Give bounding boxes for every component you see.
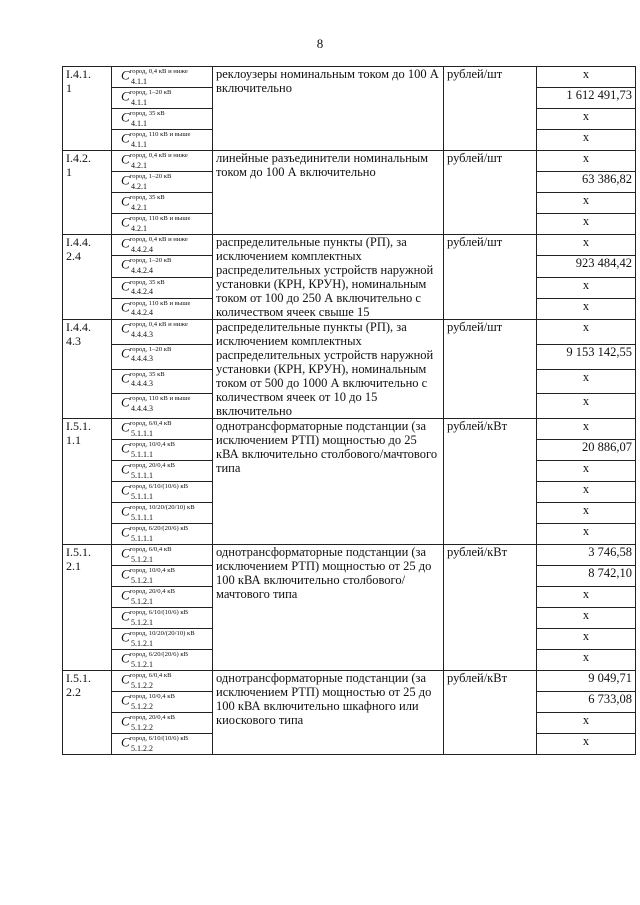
value-cell: [537, 298, 636, 319]
table-row: [63, 67, 636, 88]
value-cell: [537, 671, 636, 692]
coefficient-subscript: 5.1.1.1: [131, 449, 153, 459]
value-cell: [537, 320, 636, 345]
coefficient-subscript: 5.1.2.1: [131, 617, 153, 627]
coefficient-symbol: C: [121, 503, 130, 519]
coefficient-superscript: город, 20/0,4 кВ: [129, 714, 175, 721]
value-text: x: [582, 130, 590, 144]
coefficient-superscript: город, 1–20 кВ: [129, 345, 172, 353]
value-text: x: [582, 214, 590, 228]
coefficient-superscript: город, 10/0,4 кВ: [129, 567, 175, 574]
coefficient-label: [112, 298, 213, 319]
coefficient-symbol: C: [121, 67, 130, 83]
coefficient-symbol: C: [121, 172, 130, 188]
coefficient-symbol: C: [121, 587, 130, 603]
value-text: x: [582, 67, 590, 81]
coefficient-superscript: город, 20/0,4 кВ: [129, 462, 175, 469]
value-text: x: [582, 524, 590, 538]
coefficient-subscript: 5.1.2.2: [131, 680, 153, 690]
coefficient-superscript: город, 6/20/(20/6) кВ: [129, 651, 189, 658]
unit-label: рублей/кВт: [444, 545, 537, 671]
value-cell: [537, 67, 636, 88]
coefficient-symbol: C: [121, 235, 130, 251]
value-text: 1 612 491,73: [566, 88, 632, 102]
value-text: 20 886,07: [582, 440, 632, 454]
value-cell: [537, 461, 636, 482]
coefficient-superscript: город, 6/10/(10/6) кВ: [129, 483, 189, 490]
coefficient-label: [112, 440, 213, 461]
item-description: линейные разъединители номинальным током до 100 А включительно: [213, 151, 444, 235]
value-cell: [537, 629, 636, 650]
coefficient-symbol: C: [121, 671, 130, 687]
value-text: 63 386,82: [582, 172, 632, 186]
coefficient-superscript: город, 0,4 кВ и ниже: [129, 236, 188, 243]
coefficient-superscript: город, 1–20 кВ: [129, 257, 172, 265]
coefficient-subscript: 4.4.2.4: [131, 265, 153, 275]
coefficient-symbol: C: [121, 88, 130, 104]
coefficient-superscript: город, 110 кВ и выше: [129, 131, 191, 138]
value-cell: [537, 587, 636, 608]
coefficient-symbol: C: [121, 692, 130, 708]
coefficient-superscript: город, 35 кВ: [129, 194, 165, 201]
coefficient-subscript: 4.4.4.3: [131, 403, 153, 413]
coefficient-symbol: C: [121, 394, 130, 410]
coefficient-superscript: город, 6/0,4 кВ: [129, 420, 172, 427]
item-description: распределительные пункты (РП), за исключением комплектных распределительных устройств наружной установки (КРН, КРУН), номинальным током от 500 до 1000 А включительно с количеством ячеек от 10 до 15 включительно: [213, 320, 444, 419]
coefficient-symbol: C: [121, 524, 130, 540]
unit-label: рублей/кВт: [444, 671, 537, 755]
coefficient-label: [112, 503, 213, 524]
value-text: x: [582, 503, 590, 517]
value-cell: [537, 151, 636, 172]
coefficient-label: [112, 172, 213, 193]
coefficient-superscript: город, 6/10/(10/6) кВ: [129, 609, 189, 616]
coefficient-subscript: 5.1.2.1: [131, 575, 153, 585]
coefficient-label: [112, 524, 213, 545]
coefficient-label: [112, 369, 213, 394]
unit-label: рублей/шт: [444, 67, 537, 151]
item-code: I.4.4. 4.3: [63, 320, 112, 419]
value-text: x: [582, 193, 590, 207]
coefficient-subscript: 4.1.1: [131, 139, 147, 149]
value-cell: [537, 650, 636, 671]
table-row: [63, 419, 636, 440]
coefficient-symbol: C: [121, 566, 130, 582]
coefficient-symbol: C: [121, 320, 130, 336]
coefficient-symbol: C: [121, 713, 130, 729]
value-cell: [537, 88, 636, 109]
coefficient-superscript: город, 0,4 кВ и ниже: [129, 152, 188, 159]
value-cell: [537, 419, 636, 440]
coefficient-symbol: C: [121, 109, 130, 125]
coefficient-symbol: C: [121, 278, 130, 294]
coefficient-label: [112, 320, 213, 345]
item-description: распределительные пункты (РП), за исключением комплектных распределительных устройств наружной установки (КРН, КРУН), номинальным током от 100 до 250 А включительно с количеством ячеек свыше 15: [213, 235, 444, 320]
unit-label: рублей/шт: [444, 151, 537, 235]
tariff-table: [62, 66, 636, 755]
value-cell: [537, 566, 636, 587]
value-cell: [537, 369, 636, 394]
coefficient-label: [112, 482, 213, 503]
value-cell: [537, 524, 636, 545]
coefficient-symbol: C: [121, 734, 130, 750]
coefficient-subscript: 4.4.2.4: [131, 308, 153, 318]
value-text: x: [582, 394, 590, 409]
coefficient-symbol: C: [121, 545, 130, 561]
item-description: реклоузеры номинальным током до 100 А включительно: [213, 67, 444, 151]
coefficient-label: [112, 713, 213, 734]
item-description: однотрансформаторные подстанции (за исключением РТП) мощностью до 25 кВА включительно столбового/мачтового типа: [213, 419, 444, 545]
coefficient-superscript: город, 6/20/(20/6) кВ: [129, 525, 189, 532]
coefficient-label: [112, 214, 213, 235]
value-cell: [537, 692, 636, 713]
coefficient-subscript: 4.1.1: [131, 97, 147, 107]
value-cell: [537, 277, 636, 298]
coefficient-label: [112, 67, 213, 88]
value-cell: [537, 193, 636, 214]
coefficient-superscript: город, 35 кВ: [129, 110, 165, 117]
coefficient-label: [112, 650, 213, 671]
tariff-table-body: [63, 67, 636, 755]
value-text: x: [582, 629, 590, 643]
coefficient-label: [112, 629, 213, 650]
coefficient-symbol: C: [121, 650, 130, 666]
value-cell: [537, 256, 636, 277]
coefficient-subscript: 5.1.2.1: [131, 554, 153, 564]
coefficient-label: [112, 109, 213, 130]
coefficient-symbol: C: [121, 130, 130, 146]
coefficient-label: [112, 419, 213, 440]
coefficient-superscript: город, 10/0,4 кВ: [129, 693, 175, 700]
coefficient-subscript: 4.2.1: [131, 181, 147, 191]
coefficient-label: [112, 394, 213, 419]
coefficient-subscript: 4.4.2.4: [131, 244, 153, 254]
coefficient-symbol: C: [121, 214, 130, 230]
value-text: x: [582, 419, 590, 433]
coefficient-label: [112, 461, 213, 482]
coefficient-label: [112, 235, 213, 256]
value-text: x: [582, 713, 590, 727]
coefficient-superscript: город, 6/0,4 кВ: [129, 672, 172, 679]
value-text: x: [582, 151, 590, 165]
coefficient-subscript: 5.1.2.2: [131, 722, 153, 732]
coefficient-subscript: 5.1.2.2: [131, 701, 153, 711]
coefficient-label: [112, 692, 213, 713]
value-text: x: [582, 461, 590, 475]
coefficient-subscript: 4.1.1: [131, 76, 147, 86]
value-cell: [537, 130, 636, 151]
value-text: 9 153 142,55: [566, 344, 632, 359]
coefficient-superscript: город, 6/10/(10/6) кВ: [129, 735, 189, 742]
coefficient-label: [112, 277, 213, 298]
value-text: x: [582, 369, 590, 384]
unit-label: рублей/шт: [444, 320, 537, 419]
value-text: 9 049,71: [588, 671, 632, 685]
coefficient-label: [112, 256, 213, 277]
coefficient-subscript: 5.1.2.1: [131, 596, 153, 606]
coefficient-subscript: 4.2.1: [131, 223, 147, 233]
value-cell: [537, 503, 636, 524]
coefficient-symbol: C: [121, 370, 130, 386]
coefficient-label: [112, 151, 213, 172]
unit-label: рублей/шт: [444, 235, 537, 320]
coefficient-symbol: C: [121, 629, 130, 645]
coefficient-subscript: 4.4.4.3: [131, 329, 153, 339]
value-text: x: [582, 650, 590, 664]
coefficient-symbol: C: [121, 608, 130, 624]
coefficient-subscript: 5.1.2.1: [131, 638, 153, 648]
coefficient-superscript: город, 1–20 кВ: [129, 89, 172, 96]
coefficient-superscript: город, 0,4 кВ и ниже: [129, 68, 188, 75]
value-cell: [537, 109, 636, 130]
coefficient-superscript: город, 20/0,4 кВ: [129, 588, 175, 595]
value-cell: [537, 545, 636, 566]
table-row: [63, 545, 636, 566]
coefficient-superscript: город, 110 кВ и выше: [129, 395, 191, 403]
coefficient-symbol: C: [121, 345, 130, 361]
coefficient-superscript: город, 110 кВ и выше: [129, 215, 191, 222]
value-text: x: [582, 482, 590, 496]
coefficient-superscript: город, 0,4 кВ и ниже: [129, 321, 188, 328]
item-description: однотрансформаторные подстанции (за исключением РТП) мощностью от 25 до 100 кВА включительно шкафного или киоскового типа: [213, 671, 444, 755]
coefficient-superscript: город, 10/0,4 кВ: [129, 441, 175, 448]
coefficient-superscript: город, 6/0,4 кВ: [129, 546, 172, 553]
coefficient-subscript: 5.1.1.1: [131, 470, 153, 480]
coefficient-symbol: C: [121, 299, 130, 315]
value-text: x: [582, 277, 590, 292]
value-cell: [537, 713, 636, 734]
coefficient-subscript: 4.2.1: [131, 202, 147, 212]
coefficient-label: [112, 130, 213, 151]
value-cell: [537, 344, 636, 369]
value-text: x: [582, 587, 590, 601]
item-code: I.5.1. 2.2: [63, 671, 112, 755]
value-text: x: [582, 320, 590, 334]
coefficient-label: [112, 566, 213, 587]
value-text: x: [582, 109, 590, 123]
coefficient-label: [112, 545, 213, 566]
coefficient-superscript: город, 1–20 кВ: [129, 173, 172, 180]
coefficient-subscript: 4.4.4.3: [131, 354, 153, 364]
coefficient-symbol: C: [121, 440, 130, 456]
coefficient-subscript: 5.1.1.1: [131, 428, 153, 438]
value-text: 6 733,08: [588, 692, 632, 706]
coefficient-subscript: 5.1.1.1: [131, 491, 153, 501]
value-text: x: [582, 734, 590, 748]
table-row: [63, 320, 636, 345]
coefficient-subscript: 5.1.2.1: [131, 659, 153, 669]
coefficient-label: [112, 734, 213, 755]
value-text: 8 742,10: [588, 566, 632, 580]
value-cell: [537, 394, 636, 419]
coefficient-subscript: 5.1.2.2: [131, 743, 153, 753]
coefficient-symbol: C: [121, 419, 130, 435]
coefficient-subscript: 5.1.1.1: [131, 512, 153, 522]
table-row: [63, 671, 636, 692]
item-code: I.4.4. 2.4: [63, 235, 112, 320]
coefficient-subscript: 4.4.2.4: [131, 287, 153, 297]
coefficient-subscript: 4.4.4.3: [131, 379, 153, 389]
coefficient-symbol: C: [121, 256, 130, 272]
coefficient-subscript: 5.1.1.1: [131, 533, 153, 543]
coefficient-label: [112, 344, 213, 369]
unit-label: рублей/кВт: [444, 419, 537, 545]
item-code: I.4.1. 1: [63, 67, 112, 151]
coefficient-subscript: 4.2.1: [131, 160, 147, 170]
item-code: I.4.2. 1: [63, 151, 112, 235]
item-description: однотрансформаторные подстанции (за исключением РТП) мощностью от 25 до 100 кВА включительно столбового/мачтового типа: [213, 545, 444, 671]
value-cell: [537, 235, 636, 256]
item-code: I.5.1. 1.1: [63, 419, 112, 545]
value-cell: [537, 608, 636, 629]
coefficient-superscript: город, 10/20/(20/10) кВ: [129, 630, 195, 637]
coefficient-label: [112, 608, 213, 629]
coefficient-superscript: город, 110 кВ и выше: [129, 299, 191, 307]
value-text: x: [582, 298, 590, 313]
value-cell: [537, 440, 636, 461]
coefficient-symbol: C: [121, 461, 130, 477]
coefficient-superscript: город, 10/20/(20/10) кВ: [129, 504, 195, 511]
value-cell: [537, 172, 636, 193]
coefficient-symbol: C: [121, 151, 130, 167]
coefficient-label: [112, 88, 213, 109]
coefficient-subscript: 4.1.1: [131, 118, 147, 128]
value-cell: [537, 482, 636, 503]
value-cell: [537, 214, 636, 235]
table-row: [63, 151, 636, 172]
value-text: x: [582, 608, 590, 622]
table-row: [63, 235, 636, 256]
coefficient-symbol: C: [121, 482, 130, 498]
coefficient-superscript: город, 35 кВ: [129, 278, 165, 286]
value-cell: [537, 734, 636, 755]
value-text: x: [582, 235, 590, 249]
value-text: 3 746,58: [588, 545, 632, 559]
coefficient-label: [112, 587, 213, 608]
item-code: I.5.1. 2.1: [63, 545, 112, 671]
coefficient-superscript: город, 35 кВ: [129, 370, 165, 378]
coefficient-symbol: C: [121, 193, 130, 209]
coefficient-label: [112, 193, 213, 214]
value-text: 923 484,42: [575, 256, 632, 271]
coefficient-label: [112, 671, 213, 692]
page-number: 8: [316, 36, 324, 51]
